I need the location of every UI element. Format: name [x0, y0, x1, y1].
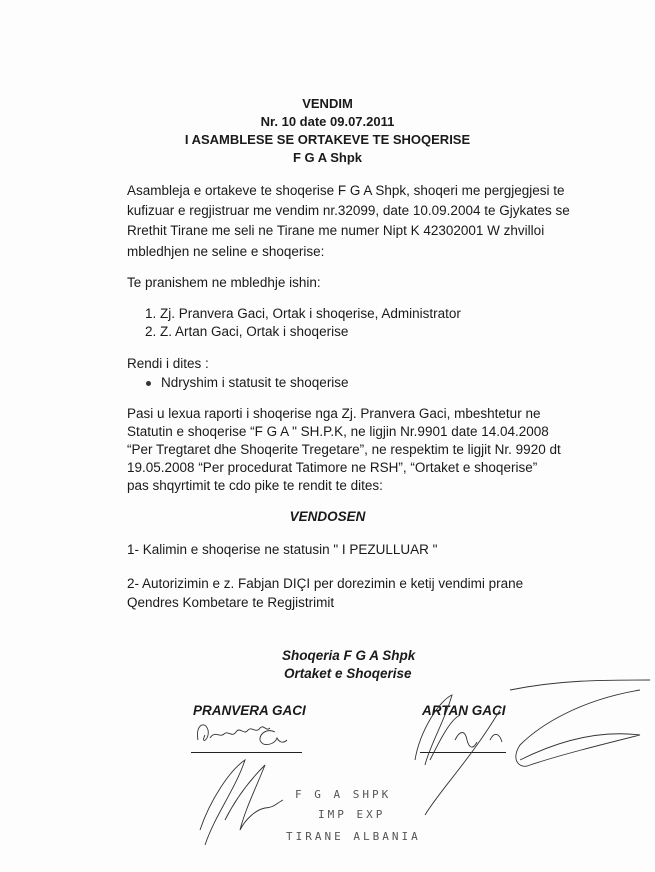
footer-partners: Ortaket e Shoqerise — [284, 666, 412, 681]
decision-heading: VENDOSEN — [289, 509, 366, 524]
stamp-line: IMP EXP — [318, 808, 386, 821]
stamp-line: F G A SHPK — [295, 788, 392, 801]
decision-item: 2- Autorizimin e z. Fabjan DIÇI per dorezimin e ketij vendimi prane — [127, 576, 524, 591]
body-line: “Per Tregtaret dhe Shoqerite Tregetare”, ne respektim te ligjit Nr. 9920 dt — [127, 442, 561, 457]
body-line: Statutin e shoqerise “F G A " SH.P.K, ne ligjin Nr.9901 date 14.04.2008 — [127, 424, 549, 439]
body-line: pas shqyrtimit te cdo pike te rendit te dites: — [127, 478, 383, 493]
present-item: 2. Z. Artan Gaci, Ortak i shoqerise — [145, 324, 349, 339]
doc-number: Nr. 10 date 09.07.2011 — [260, 114, 395, 129]
body-line: 19.05.2008 “Per procedurat Tatimore ne RSH”, “Ortaket e shoqerise” — [127, 460, 538, 475]
intro-line: Asambleja e ortakeve te shoqerise F G A Shpk, shoqeri me pergjegjesi te — [127, 183, 565, 198]
doc-title: VENDIM — [302, 96, 353, 111]
intro-line: Rrethit Tirane me seli ne Tirane me numer Nipt K 42302001 W zhvilloi — [127, 223, 545, 238]
signature-pranvera — [197, 725, 270, 741]
present-item: 1. Zj. Pranvera Gaci, Ortak i shoqerise, Administrator — [145, 306, 461, 321]
doc-company: F G A Shpk — [292, 150, 363, 165]
intro-line: kufizuar e regjistruar me vendim nr.32099, date 10.09.2004 te Gjykates se — [127, 203, 570, 218]
doc-subtitle: I ASAMBLESE SE ORTAKEVE TE SHOQERISE — [184, 132, 471, 147]
footer-company: Shoqeria F G A Shpk — [282, 648, 416, 663]
agenda-label: Rendi i dites : — [127, 356, 209, 371]
present-label: Te pranishem ne mbledhje ishin: — [127, 275, 321, 290]
decision-item: 1- Kalimin e shoqerise ne statusin " I PEZULLUAR " — [127, 542, 438, 557]
intro-line: mbledhjen ne seline e shoqerise: — [127, 244, 325, 259]
signer-2-name: ARTAN GACI — [422, 703, 506, 718]
signer-1-name: PRANVERA GACI — [193, 703, 306, 718]
body-line: Pasi u lexua raporti i shoqerise nga Zj. Pranvera Gaci, mbeshtetur ne — [127, 406, 541, 421]
decision-item: Qendres Kombetare te Regjistrimit — [127, 595, 335, 610]
stamp-line: TIRANE ALBANIA — [286, 830, 421, 843]
agenda-item-text: Ndryshim i statusit te shoqerise — [161, 375, 349, 390]
